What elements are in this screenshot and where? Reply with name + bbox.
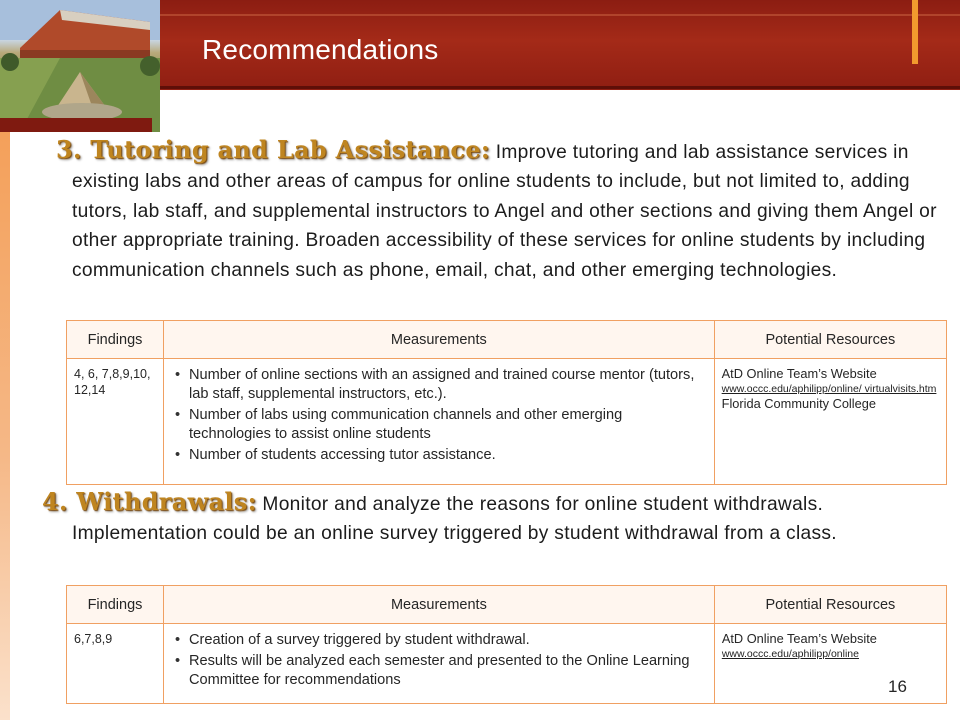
resources-header: Potential Resources [714,586,946,624]
resource-title: AtD Online Team’s Website [721,366,877,381]
findings-header: Findings [67,321,164,359]
resources-cell [714,624,946,704]
recommendation-3-body: Improve tutoring and lab assistance services in existing labs and other areas of campus for online students to include, but not limited to, adding tutors, lab staff, and supplemental instructors to Angel and other sections and giving them Angel or other appropriate training. Broaden accessibility of these services for online students by including communication channels such as phone, email, chat, and other emerging technologies. [72,142,937,281]
recommendation-4-heading: 4. Withdrawals: [42,487,257,516]
left-accent-bar [0,132,10,720]
measurement-item: • Creation of a survey triggered by student withdrawal. [189,631,707,650]
measurement-item: • Number of labs using communication channels and other emerging technologies to assist online students [189,406,707,444]
header-tab-strip [0,118,152,132]
campus-building-image [0,0,160,132]
table-header-row [67,321,947,359]
measurements-cell [163,624,714,704]
measurements-cell [164,359,715,485]
table-row [67,359,947,485]
resource-link[interactable]: www.occc.edu/aphilipp/online [721,648,859,660]
measurements-table-2 [66,585,947,704]
recommendation-3 [56,135,942,285]
resources-header: Potential Resources [714,321,946,359]
accent-bar [912,0,918,64]
recommendation-3-heading: 3. Tutoring and Lab Assistance: [56,135,491,164]
page-title: Recommendations [202,34,439,65]
measurements-header: Measurements [164,321,715,359]
measurement-item: • Number of online sections with an assigned and trained course mentor (tutors, lab staff, supplemental instructors, etc.). [189,366,707,404]
measurements-header: Measurements [163,586,714,624]
measurements-table-1 [66,320,947,485]
recommendation-4 [42,487,942,549]
campus-photo [0,0,160,132]
findings-header: Findings [67,586,164,624]
resource-title: AtD Online Team’s Website [721,631,877,646]
measurement-item: • Number of students accessing tutor assistance. [189,446,707,465]
table-row [67,624,947,704]
resource-link[interactable]: www.occc.edu/aphilipp/online/ virtualvisits.htm [721,383,937,395]
resource-name: Florida Community College [721,396,876,411]
page-number: 16 [888,677,907,696]
header-divider-bottom [160,86,960,89]
header-divider-top [160,14,960,16]
measurement-item: • Results will be analyzed each semester and presented to the Online Learning Committee for recommendations [189,652,707,690]
table-header-row [67,586,947,624]
findings-cell: 4, 6, 7,8,9,10, 12,14 [67,359,164,485]
resources-cell [714,359,946,485]
recommendation-4-body: Monitor and analyze the reasons for online student withdrawals. Implementation could be an online survey triggered by student withdrawal from a class. [72,494,837,545]
findings-cell: 6,7,8,9 [67,624,164,704]
